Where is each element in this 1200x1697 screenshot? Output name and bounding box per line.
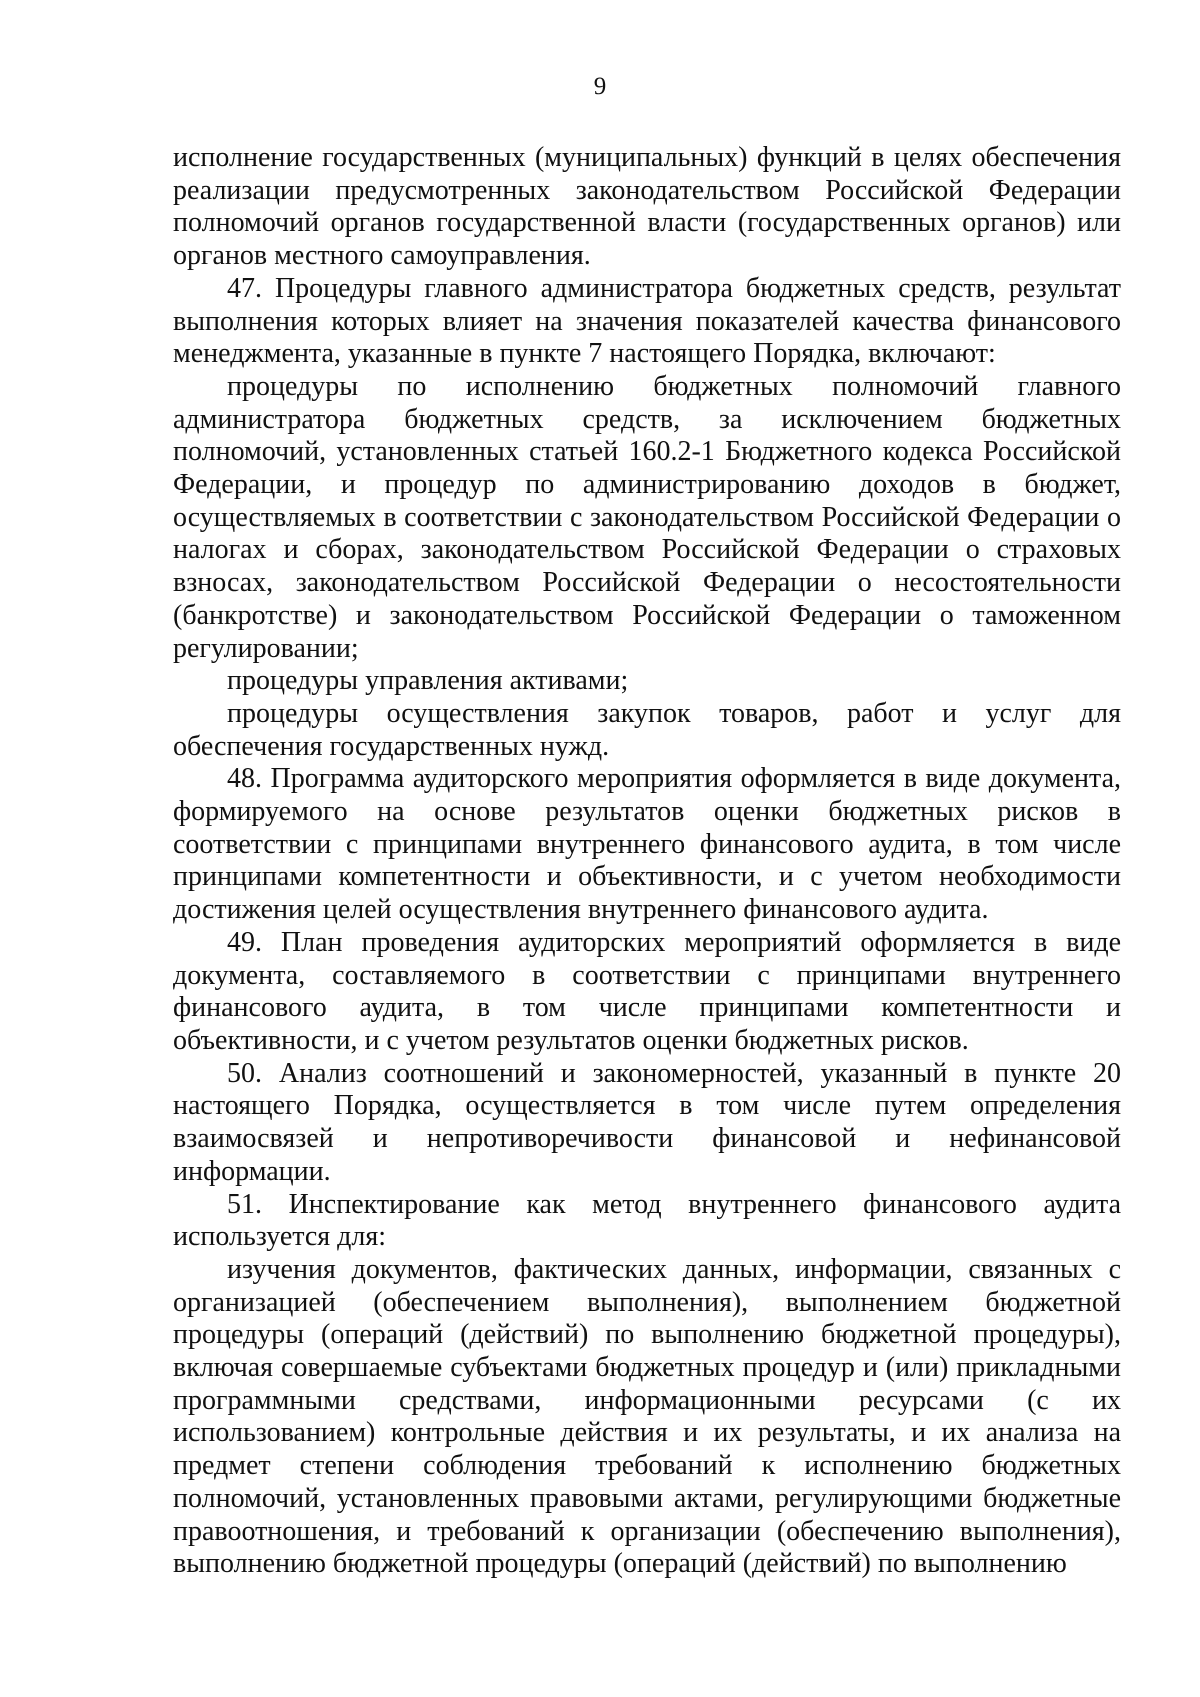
paragraph: 48. Программа аудиторского мероприятия оформляется в виде документа, формируемого на основе результатов оценки бюджетных рисков в соответствии с принципами внутреннего финансового аудита, в том числе принципами компетентности и объективности, и с учетом необходимости достижения целей осуществления внутреннего финансового аудита. [173, 763, 1121, 926]
document-body [173, 142, 1121, 1581]
paragraph: процедуры управления активами; [227, 665, 629, 697]
paragraph: исполнение государственных (муниципальных) функций в целях обеспечения реализации предусмотренных законодательством Российской Федерации полномочий органов государственной власти (государственных органов) или органов местного самоуправления. [173, 142, 1121, 272]
paragraph: 47. Процедуры главного администратора бюджетных средств, результат выполнения которых влияет на значения показателей качества финансового менеджмента, указанные в пункте 7 настоящего Порядка, включают: [173, 272, 1121, 370]
paragraph: 49. План проведения аудиторских мероприятий оформляется в виде документа, составляемого в соответствии с принципами внутреннего финансового аудита, в том числе принципами компетентности и объективности, и с учетом результатов оценки бюджетных рисков. [173, 926, 1121, 1056]
page-number: 9 [593, 73, 607, 100]
paragraph: изучения документов, фактических данных, информации, связанных с организацией (обеспечением выполнения), выполнением бюджетной процедуры (операций (действий) по выполнению бюджетной процедуры), включая совершаемые субъектами бюджетных процедур и (или) прикладными программными средствами, информационными ресурсами (с их использованием) контрольные действия и их результаты, и их анализа на предмет степени соблюдения требований к исполнению бюджетных полномочий, установленных правовыми актами, регулирующими бюджетные правоотношения, и требований к организации (обеспечению выполнения), выполнению бюджетной процедуры (операций (действий) по выполнению [173, 1253, 1121, 1580]
paragraph: процедуры по исполнению бюджетных полномочий главного администратора бюджетных средств, за исключением бюджетных полномочий, установленных статьей 160.2-1 Бюджетного кодекса Российской Федерации, и процедур по администрированию доходов в бюджет, осуществляемых в соответствии с законодательством Российской Федерации о налогах и сборах, законодательством Российской Федерации о страховых взносах, законодательством Российской Федерации о несостоятельности (банкротстве) и законодательством Российской Федерации о таможенном регулировании; [173, 370, 1121, 664]
paragraph: 50. Анализ соотношений и закономерностей, указанный в пункте 20 настоящего Порядка, осуществляется в том числе путем определения взаимосвязей и непротиворечивости финансовой и нефинансовой информации. [173, 1057, 1121, 1187]
paragraph: 51. Инспектирование как метод внутреннего финансового аудита используется для: [173, 1188, 1121, 1253]
paragraph: процедуры осуществления закупок товаров, работ и услуг для обеспечения государственных нужд. [173, 697, 1121, 762]
